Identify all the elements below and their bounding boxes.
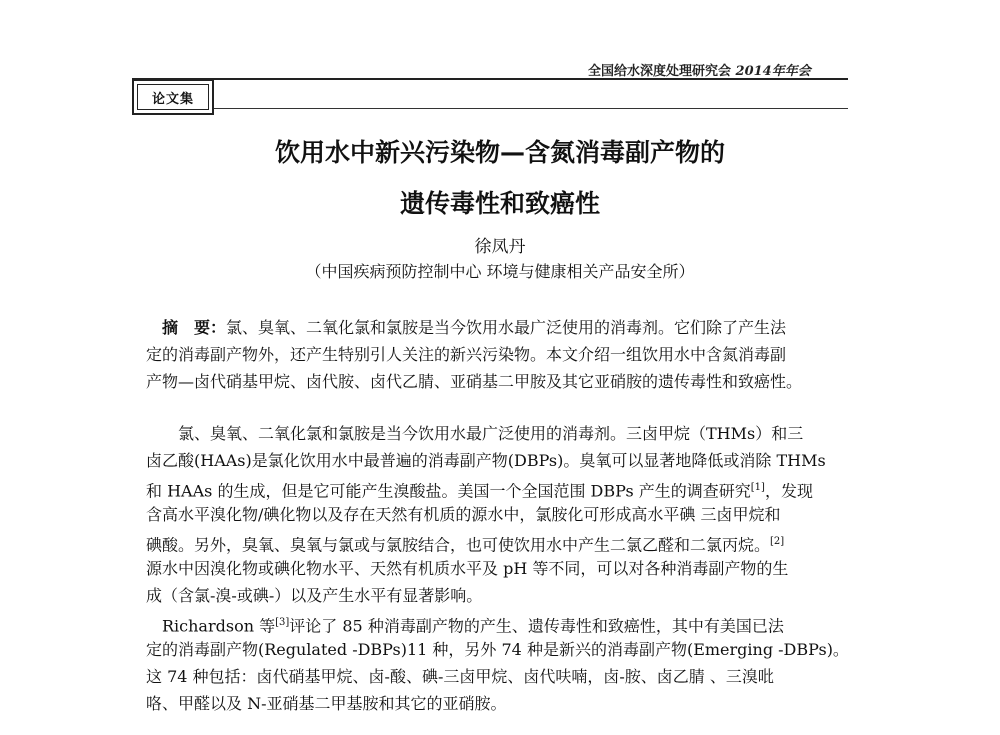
paper-title-line-2: 遗传毒性和致癌性 xyxy=(399,189,600,218)
abstract-line-3: 产物—卤代硝基甲烷、卤代胺、卤代乙腈、亚硝基二甲胺及其它亚硝胺的遗传毒性和致癌性。 xyxy=(146,372,803,391)
body-p1-line-3-tail: ，发现 xyxy=(764,481,813,501)
author-affiliation: （中国疾病预防控制中心 环境与健康相关产品安全所） xyxy=(305,262,695,281)
body-p2-line-1 xyxy=(162,613,784,636)
abstract-label: 摘 要： xyxy=(162,318,227,337)
abstract-line-1 xyxy=(162,318,786,338)
header-rule-bottom xyxy=(132,108,848,109)
body-p1-line-4: 含高水平溴化物/碘化物以及存在天然有机质的源水中，氯胺化可形成高水平碘 三卤甲烷和 xyxy=(146,505,781,524)
header-rule-top xyxy=(132,78,848,80)
body-p2-author: Richardson 等 xyxy=(162,616,276,636)
body-p1-line-5 xyxy=(146,532,784,555)
section-tag-label: 论文集 xyxy=(137,84,209,110)
body-p2-line-3: 这 74 种包括：卤代硝基甲烷、卤-酸、碘-三卤甲烷、卤代呋喃，卤-胺、卤乙腈 、三溴吡 xyxy=(146,667,774,686)
conference-year: 2014年年会 xyxy=(735,64,811,79)
abstract-text: 氯、臭氧、二氧化氯和氯胺是当今饮用水最广泛使用的消毒剂。它们除了产生法 xyxy=(226,318,787,337)
body-p1-line-7: 成（含氯-溴-或碘-）以及产生水平有显著影响。 xyxy=(146,586,483,605)
section-tag xyxy=(132,79,214,115)
body-p1-line-5-text: 碘酸。另外，臭氧、臭氧与氯或与氯胺结合，也可使饮用水中产生二氯乙醛和二氯丙烷。 xyxy=(146,535,771,555)
citation-2: [2] xyxy=(770,536,785,547)
body-p2-line-1-text: 评论了 85 种消毒副产物的产生、遗传毒性和致癌性，其中有美国已法 xyxy=(289,616,784,636)
journal-name: 全国给水深度处理研究会 xyxy=(588,64,732,79)
author-name: 徐凤丹 xyxy=(474,237,526,257)
paper-title-line-1: 饮用水中新兴污染物—含氮消毒副产物的 xyxy=(274,138,725,167)
citation-3: [3] xyxy=(275,617,290,628)
abstract-line-2: 定的消毒副产物外，还产生特别引人关注的新兴污染物。本文介绍一组饮用水中含氮消毒副 xyxy=(146,345,787,364)
body-p2-line-2: 定的消毒副产物(Regulated -DBPs)11 种，另外 74 种是新兴的消毒副产物(Emerging -DBPs)。 xyxy=(146,640,849,659)
body-p1-line-3 xyxy=(146,478,813,501)
body-p1-line-3-text: 和 HAAs 的生成，但是它可能产生溴酸盐。美国一个全国范围 DBPs 产生的调查研究 xyxy=(146,481,751,501)
body-p1-line-2: 卤乙酸(HAAs)是氯化饮用水中最普遍的消毒副产物(DBPs)。臭氧可以显著地降低或消除 THMs xyxy=(146,451,826,470)
body-p1-line-6: 源水中因溴化物或碘化物水平、天然有机质水平及 pH 等不同，可以对各种消毒副产物的生 xyxy=(146,559,789,578)
journal-header xyxy=(588,60,811,79)
citation-1: [1] xyxy=(750,482,765,493)
body-p2-line-4: 咯、甲醛以及 N-亚硝基二甲基胺和其它的亚硝胺。 xyxy=(146,694,507,713)
body-p1-line-1: 氯、臭氧、二氧化氯和氯胺是当今饮用水最广泛使用的消毒剂。三卤甲烷（THMs）和三 xyxy=(178,424,804,443)
